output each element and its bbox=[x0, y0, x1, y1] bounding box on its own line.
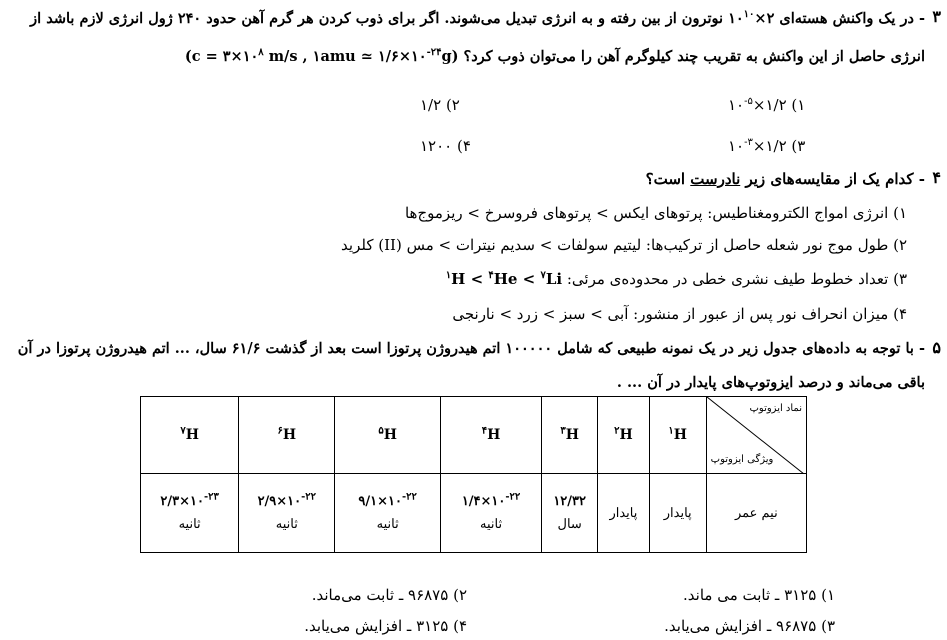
half-life-7h: $۲/۳\times ۱۰^{-۲۳}$ ثانیه bbox=[141, 474, 239, 553]
question-5-stem-line2: باقی می‌ماند و درصد ایزوتوپ‌های پایدار در آن ... . bbox=[616, 374, 925, 391]
table-row-half-life bbox=[141, 474, 807, 553]
half-life-4h: $۱/۴\times ۱۰^{-۲۲}$ ثانیه bbox=[440, 474, 541, 553]
isotope-4h: $^۴$H bbox=[440, 397, 541, 474]
half-life-5h: $۹/۱\times ۱۰^{-۲۲}$ ثانیه bbox=[335, 474, 440, 553]
isotope-6h: $^۶$H bbox=[239, 397, 335, 474]
emission-lines-formula: $^۱$H < $^۴$He < $^۷$Li bbox=[445, 270, 563, 288]
question-4-option-4[interactable]: ۴) میزان انحراف نور پس از عبور از منشور: آبی > سبز > زرد > نارنجی bbox=[452, 305, 907, 323]
question-3-option-2[interactable]: ۲) ۱/۲ bbox=[420, 96, 460, 114]
constants: ($c = ۳\times ۱۰^۸$ m/s , ۱amu ≃ $۱/۶\times ۱۰^{-۲۴}g$) bbox=[184, 47, 459, 65]
header-isotope-property: ویژگی ایزوتوپ bbox=[710, 454, 774, 465]
half-life-3h: ۱۲/۳۲ سال bbox=[542, 474, 598, 553]
isotope-5h: $^۵$H bbox=[335, 397, 440, 474]
isotope-1h: $^۱$H bbox=[649, 397, 706, 474]
question-3-stem-line1: - در یک واکنش هسته‌ای $۲\times ۱۰^{۱۰}$ نوترون از بین رفته و به انرژی تبدیل می‌شوند. اگر برای ذوب کردن هر گرم آهن حدود ۲۴۰ ژول انرژی لازم باشد از bbox=[30, 9, 925, 27]
question-3-option-4[interactable]: ۴) ۱۲۰۰ bbox=[420, 137, 471, 155]
isotope-3h: $^۳$H bbox=[542, 397, 598, 474]
question-5-option-2[interactable]: ۲) ۹۶۸۷۵ ـ ثابت می‌ماند. bbox=[311, 586, 467, 604]
question-4-stem: - کدام یک از مقایسه‌های زیر نادرست است؟ bbox=[645, 170, 925, 188]
isotope-7h: $^۷$H bbox=[141, 397, 239, 474]
question-5-option-4[interactable]: ۴) ۳۱۲۵ ـ افزایش می‌یابد. bbox=[304, 617, 467, 635]
isotope-table bbox=[140, 396, 807, 553]
question-5-stem-line1: - با توجه به داده‌های جدول زیر در یک نمونه طبیعی که شامل ۱۰۰۰۰۰ اتم هیدروژن پرتوزا است بعد از گذشت ۶۱/۶ سال، ... اتم هیدروژن پرتوزا در آن bbox=[17, 340, 925, 357]
header-isotope-symbol: نماد ایزوتوپ bbox=[749, 403, 802, 414]
table-header-diagonal-cell bbox=[706, 397, 806, 474]
table-row-symbols bbox=[141, 397, 807, 474]
question-5-option-3[interactable]: ۳) ۹۶۸۷۵ ـ افزایش می‌یابد. bbox=[664, 617, 835, 635]
question-3-option-1[interactable]: ۱) $۱/۲\times ۱۰^{-۵}$ bbox=[728, 96, 806, 114]
row-label-half-life: نیم عمر bbox=[706, 474, 806, 553]
question-4-option-1[interactable]: ۱) انرژی امواج الکترومغناطیس: پرتوهای ایکس > پرتوهای فروسرخ > ریزموج‌ها bbox=[404, 204, 907, 222]
question-3-number: ۳ bbox=[932, 7, 941, 26]
question-3-option-3[interactable]: ۳) $۱/۲\times ۱۰^{-۳}$ bbox=[728, 137, 806, 155]
question-4-number: ۴ bbox=[932, 168, 941, 187]
half-life-1h: پایدار bbox=[649, 474, 706, 553]
question-4-option-2[interactable]: ۲) طول موج نور شعله حاصل از ترکیب‌ها: لیتیم سولفات > سدیم نیترات > مس (II) کلرید bbox=[341, 236, 907, 254]
question-4-option-3[interactable]: ۳) تعداد خطوط طیف نشری خطی در محدوده‌ی مرئی: $^۱$H < $^۴$He < $^۷$Li bbox=[445, 270, 907, 288]
question-5-option-1[interactable]: ۱) ۳۱۲۵ ـ ثابت می ماند. bbox=[683, 586, 835, 604]
isotope-2h: $^۲$H bbox=[598, 397, 650, 474]
question-5-number: ۵ bbox=[932, 338, 941, 357]
half-life-6h: $۲/۹\times ۱۰^{-۲۲}$ ثانیه bbox=[239, 474, 335, 553]
half-life-2h: پایدار bbox=[598, 474, 650, 553]
question-3-stem-line2: انرژی حاصل از این واکنش به تقریب چند کیلوگرم آهن را می‌توان ذوب کرد؟ ($c = ۳\times ۱۰^۸$ m/s , ۱amu ≃ $۱/۶\times ۱۰^{-۲۴}g$) bbox=[185, 46, 925, 68]
